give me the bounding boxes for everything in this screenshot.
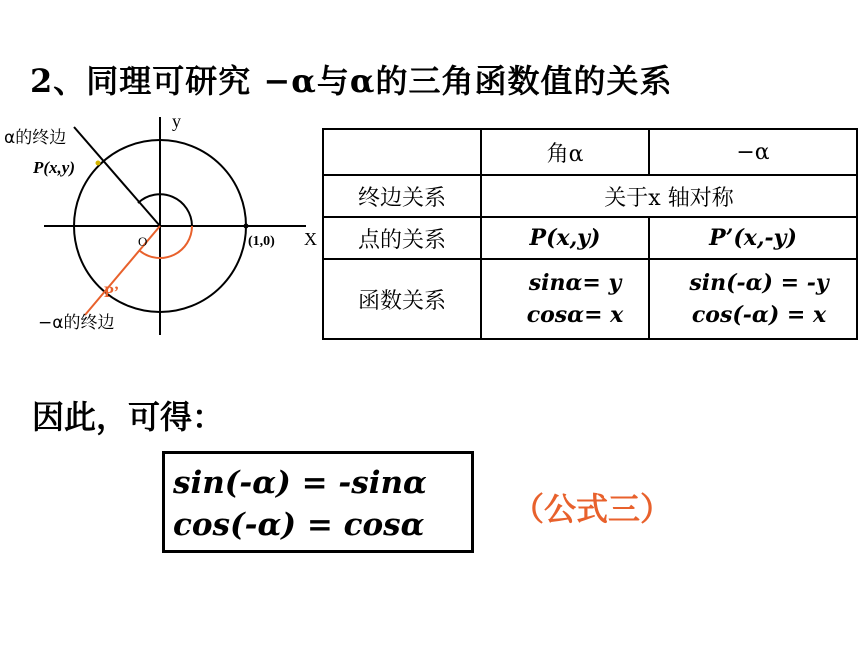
table-row [323,175,857,217]
neg-alpha-terminal-side [85,226,160,315]
neg-alpha-functions-cell [649,259,857,339]
table-row [323,217,857,259]
row-label: 函数关系 [323,259,481,339]
header-alpha: 角α [481,129,649,175]
cos-neg-alpha: cos(-α) = x [691,302,827,328]
x-axis-label: X [304,229,317,249]
formula-box [162,451,474,553]
point-p [96,161,101,166]
p-label: P(x,y) [33,158,76,177]
header-neg-alpha: −α [649,129,857,175]
formula-sin: sin(-α) = -sinα [173,465,427,501]
formula-tag: （公式三） [512,490,673,528]
table-header-row [323,129,857,175]
cos-alpha: cosα= x [526,302,624,328]
conclusion-text: 因此，可得： [32,398,225,436]
point-p-cell: P(x,y) [481,217,649,259]
page-title: 2、同理可研究 −α与α的三角函数值的关系 [30,62,673,100]
alpha-functions-cell [481,259,649,339]
y-axis-label: y [172,111,181,131]
point-p-prime-cell: P’(x,-y) [649,217,857,259]
p-prime-label: P’ [104,284,120,301]
alpha-side-label: α的终边 [4,128,67,148]
row-value: 关于x 轴对称 [481,175,857,217]
header-empty [323,129,481,175]
table-row [323,259,857,339]
point-1-0-label: (1,0) [248,234,275,249]
formula-cos: cos(-α) = cosα [173,507,425,543]
sin-neg-alpha: sin(-α) = -y [689,270,829,296]
unit-circle-diagram [0,105,330,340]
origin-label: O [138,234,148,249]
neg-alpha-side-label: −α的终边 [38,313,115,333]
sin-alpha: sinα= y [528,270,622,296]
comparison-table [322,128,858,340]
row-label: 点的关系 [323,217,481,259]
point-1-0 [244,224,249,229]
row-label: 终边关系 [323,175,481,217]
